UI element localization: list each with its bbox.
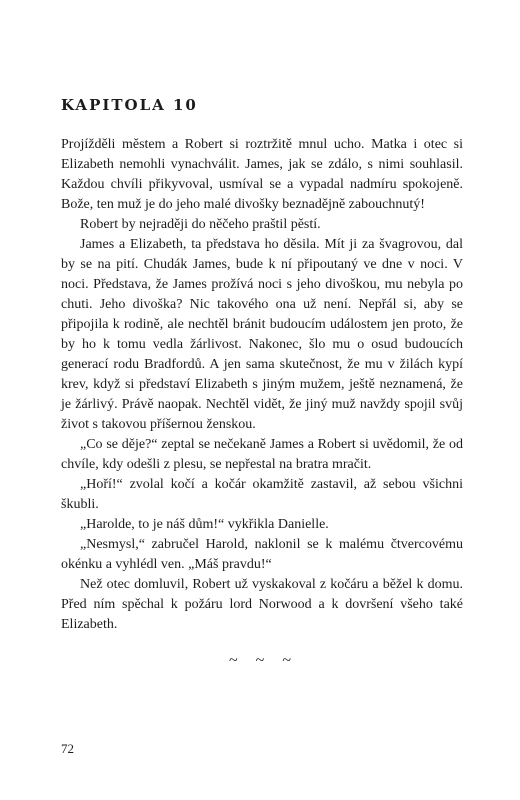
paragraph: „Hoří!“ zvolal kočí a kočár okamžitě zastavil, až sebou všichni škubli.	[61, 477, 463, 512]
paragraph: „Harolde, to je náš dům!“ vykřikla Danielle.	[80, 517, 329, 532]
paragraph: Projížděli městem a Robert si roztržitě mnul ucho. Matka i otec si Elizabeth nemohli vynachválit. James, jak se zdálo, s nimi souhlasil. Každou chvíli přikyvoval, usmíval se a vypadal nadmíru spokojeně. Bože, ten muž je do jeho malé divošky beznadějně zabouchnutý!	[61, 137, 463, 212]
page-number: 72	[61, 741, 74, 756]
paragraph: James a Elizabeth, ta představa ho děsila. Mít ji za švagrovou, dal by se na pití. Chudák James, bude k ní připoutaný ve dne v noci. V noci. Představa, že James prožívá noci s jeho divoškou, mu nebyla po chuti. Jeho divoška? Nic takového ona už není. Nepřál si, aby se připojila k rodině, ale nechtěl bránit budoucím událostem jen proto, že by ho k tomu vedla žárlivost. Nakonec, šlo mu o osud budoucích generací rodu Bradfordů. A jen sama skutečnost, že mu v žilách kypí krev, když si představí Elizabeth s jiným mužem, ještě neznamená, že je žárlivý. Právě naopak. Nechtěl vidět, že jiný muž navždy spojil svůj život s takovou příšernou ženskou.	[61, 237, 463, 432]
paragraph: Robert by nejraději do něčeho praštil pěstí.	[80, 217, 321, 232]
section-divider: ~ ~ ~	[229, 652, 291, 669]
chapter-text	[61, 135, 463, 635]
chapter-heading: KAPITOLA 10	[61, 96, 198, 114]
paragraph: Než otec domluvil, Robert už vyskakoval z kočáru a běžel k domu. Před ním spěchal k požáru lord Norwood a k dovršení všeho také Elizabeth.	[61, 577, 463, 632]
paragraph: „Co se děje?“ zeptal se nečekaně James a Robert si uvědomil, že od chvíle, kdy odešli z plesu, se nepřestal na bratra mračit.	[61, 437, 463, 472]
paragraph: „Nesmysl,“ zabručel Harold, naklonil se k malému čtvercovému okénku a vyhlédl ven. „Máš pravdu!“	[61, 537, 463, 572]
